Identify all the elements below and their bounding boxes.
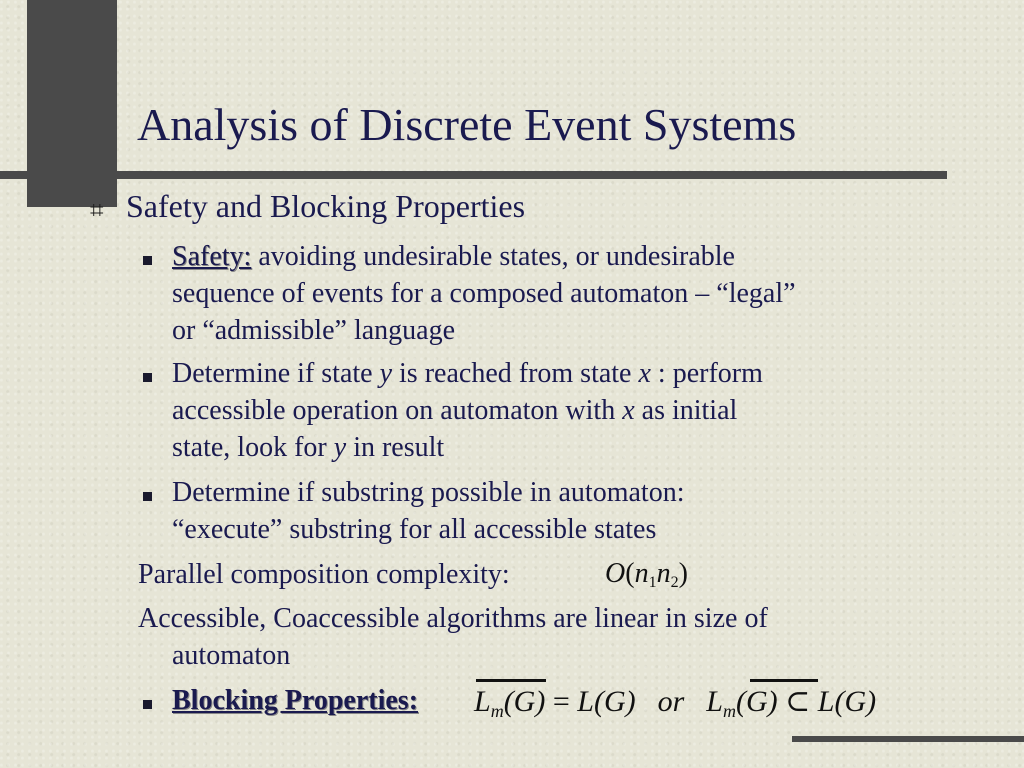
title-rule <box>0 171 947 179</box>
closure-overline <box>476 679 546 682</box>
n1-subscript: 1 <box>648 574 657 591</box>
formula-or: or <box>657 685 685 718</box>
var-x: x <box>622 395 635 426</box>
formula-G: (G) <box>834 685 877 718</box>
formula-subset: ⊂ <box>777 685 818 718</box>
reach-line2-b: as initial <box>634 395 738 426</box>
safety-text-line1: avoiding undesirable states, or undesirable <box>251 241 735 272</box>
slide-title: Analysis of Discrete Event Systems <box>137 99 797 150</box>
var-y: y <box>333 432 347 463</box>
formula-subscript-m: m <box>490 701 504 721</box>
formula-L: L <box>474 685 491 718</box>
list-item-substring <box>172 474 684 548</box>
bullet-square-icon <box>143 373 152 382</box>
blocking-formula <box>474 684 876 722</box>
reach-text-c: : perform <box>650 358 763 389</box>
formula-subscript-m: m <box>722 701 736 721</box>
reach-text-b: is reached from state <box>392 358 639 389</box>
reach-line3-a: state, look for <box>172 432 334 463</box>
bullet-square-icon <box>143 700 152 709</box>
n2: n <box>656 558 671 589</box>
formula-L: L <box>817 685 835 718</box>
blocking-properties-label: Blocking Properties: <box>172 685 419 716</box>
bullet-square-icon <box>143 256 152 265</box>
formula-G: (G) <box>593 685 636 718</box>
reach-line2-a: accessible operation on automaton with <box>172 395 623 426</box>
formula-G: (G) <box>735 685 778 718</box>
parallel-composition-label: Parallel composition complexity: <box>138 559 510 590</box>
bottom-rule <box>792 736 1024 742</box>
var-y: y <box>379 358 393 389</box>
substring-line1: Determine if substring possible in automaton: <box>172 477 685 508</box>
safety-text-line3: or “admissible” language <box>172 315 456 346</box>
linear-line2: automaton <box>172 640 291 671</box>
paren-close: ) <box>678 558 688 589</box>
formula-L: L <box>706 685 723 718</box>
reach-text-a: Determine if state <box>172 358 380 389</box>
reach-line3-b: in result <box>346 432 445 463</box>
safety-label: Safety: <box>172 241 252 272</box>
closure-overline <box>750 679 818 682</box>
list-item-reachability <box>172 355 763 466</box>
paren-open: ( <box>625 558 635 589</box>
big-o: O <box>605 558 626 589</box>
section-bullet-icon: ⌗ <box>90 196 104 224</box>
formula-equals: = <box>545 685 578 718</box>
bullet-square-icon <box>143 492 152 501</box>
linear-line1: Accessible, Coaccessible algorithms are linear in size of <box>138 603 768 634</box>
section-heading: Safety and Blocking Properties <box>126 188 526 224</box>
substring-line2: “execute” substring for all accessible states <box>172 514 657 545</box>
complexity-formula <box>605 558 688 592</box>
n2-subscript: 2 <box>670 574 679 591</box>
n1: n <box>634 558 649 589</box>
formula-L: L <box>577 685 594 718</box>
formula-G: (G) <box>503 685 546 718</box>
var-x: x <box>638 358 651 389</box>
list-item-safety <box>172 238 796 349</box>
linear-algorithms-text <box>138 600 768 674</box>
safety-text-line2: sequence of events for a composed automaton – “legal” <box>172 278 796 309</box>
